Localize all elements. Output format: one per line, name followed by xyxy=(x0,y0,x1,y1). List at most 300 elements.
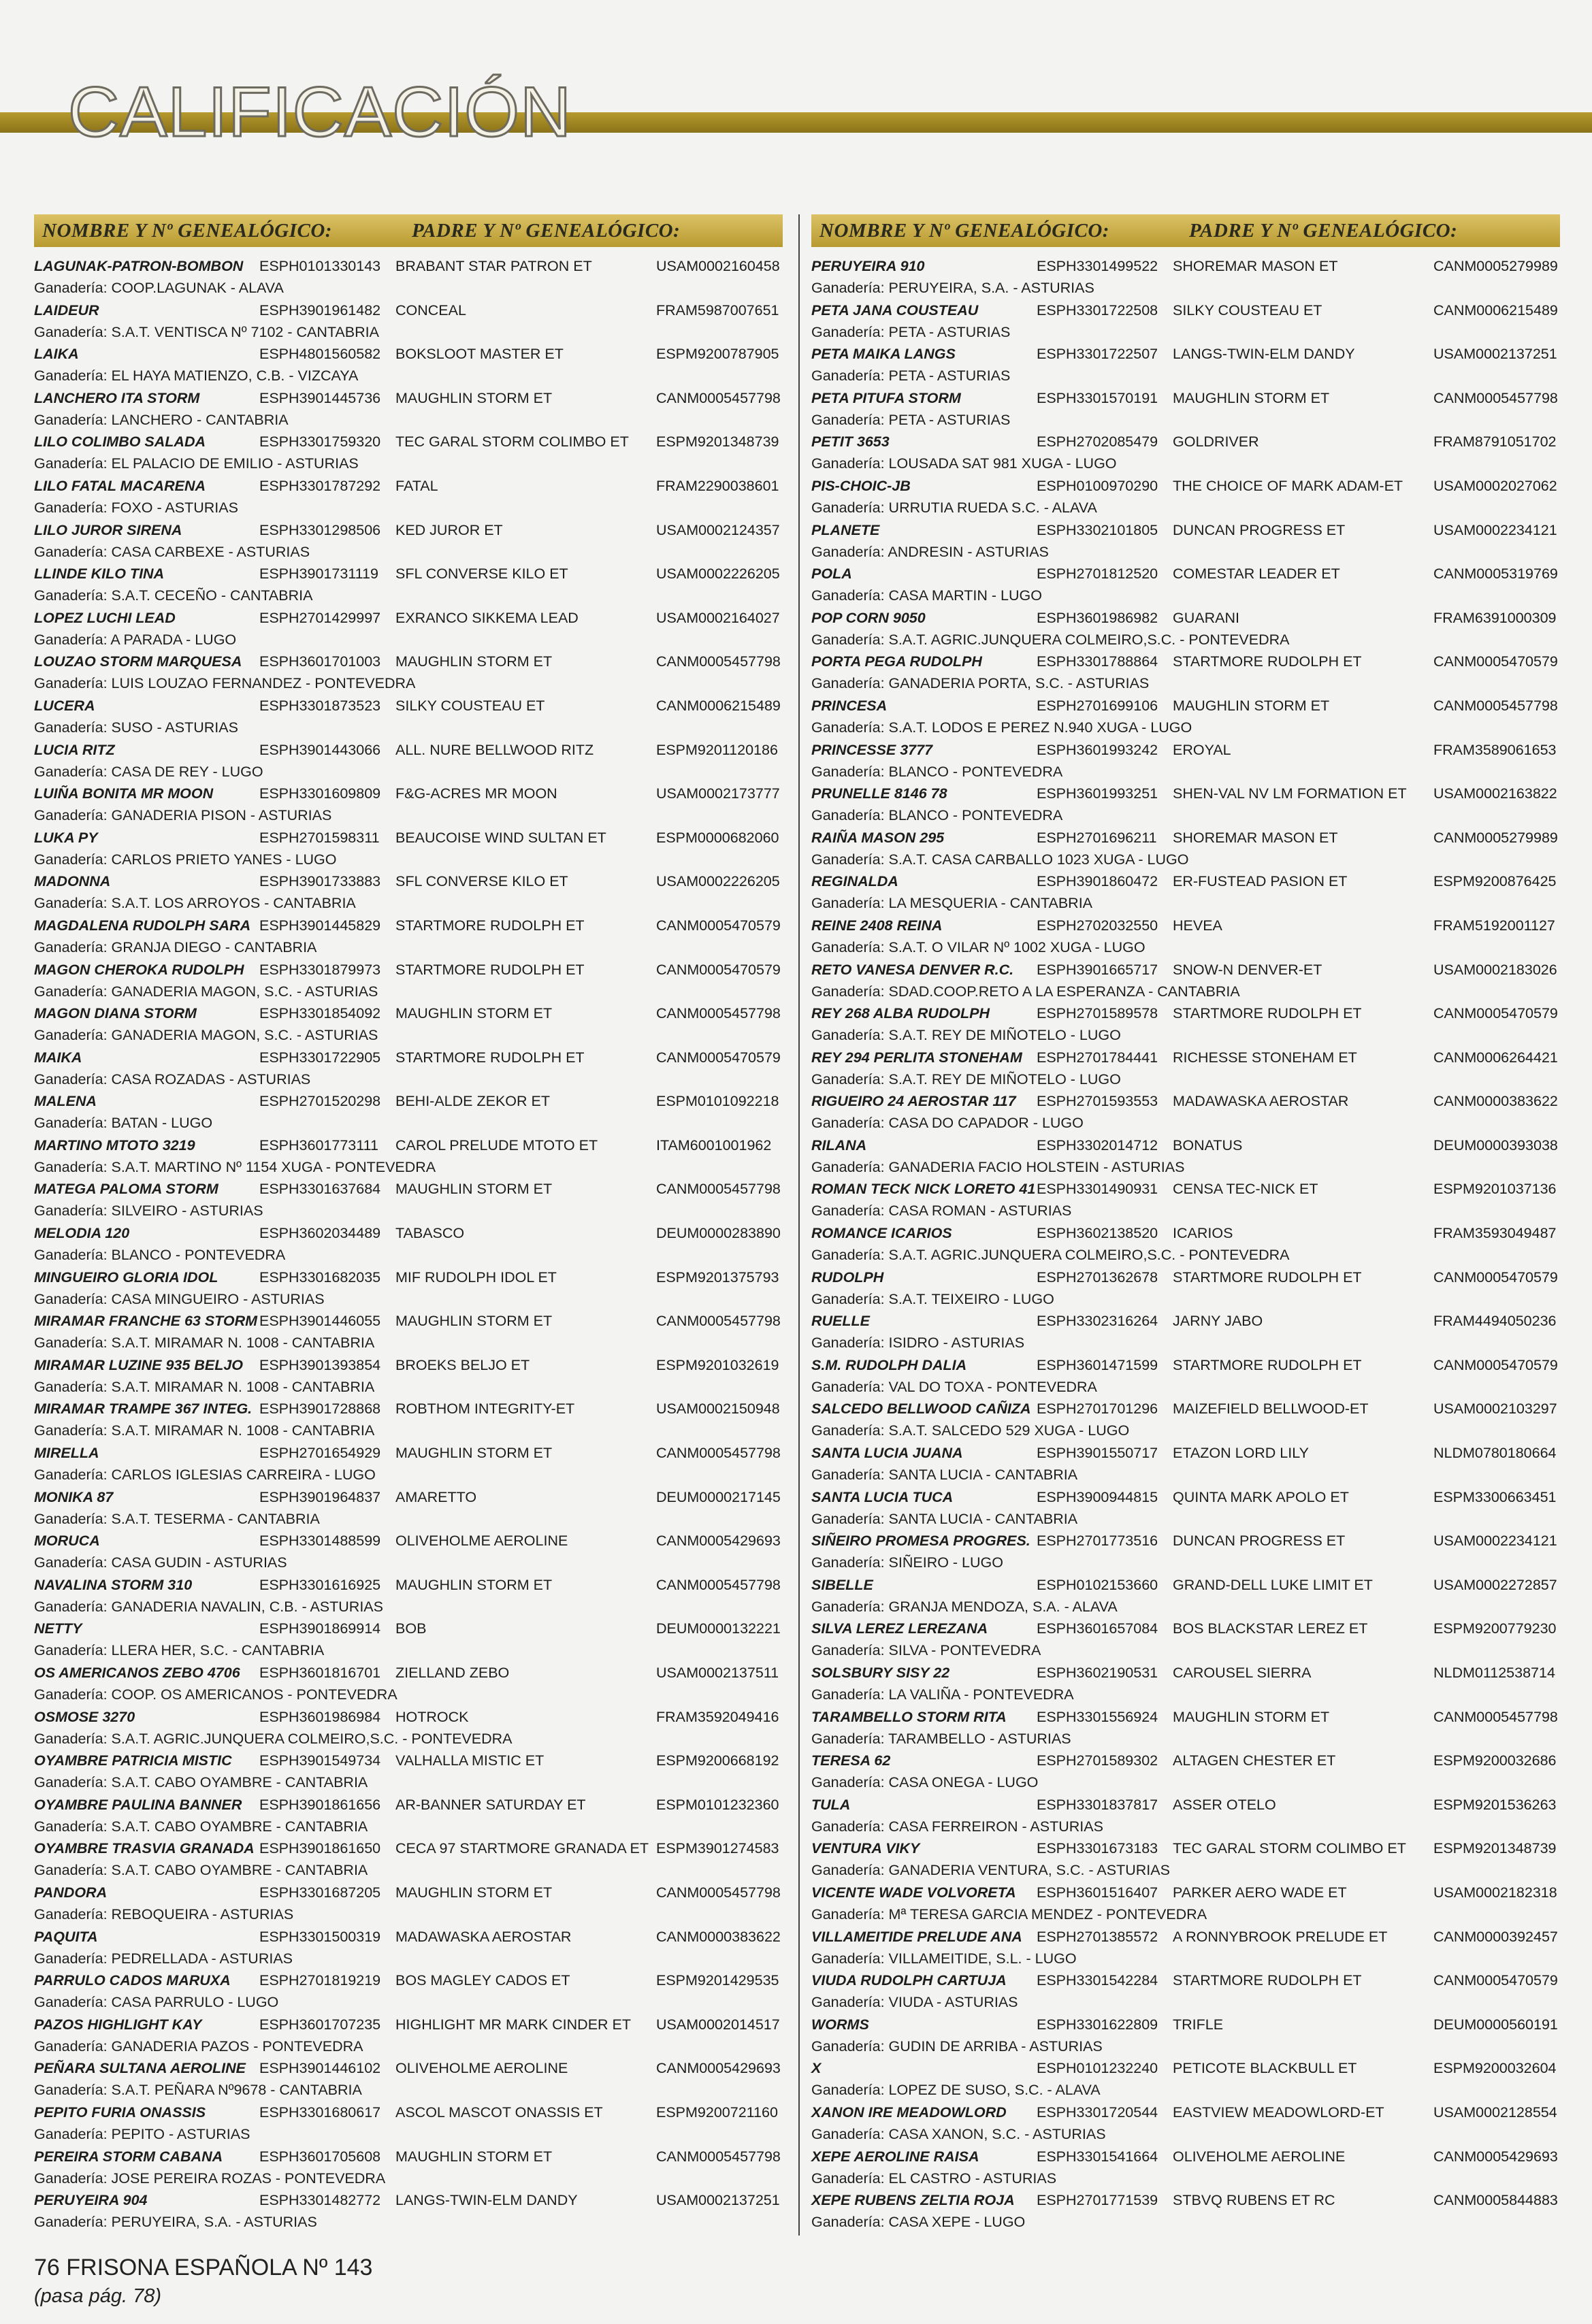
farm-line: Ganadería: S.A.T. CECEÑO - CANTABRIA xyxy=(34,587,313,604)
animal-entry xyxy=(811,1047,1560,1091)
entry-main-line xyxy=(811,387,1560,409)
entry-main-line xyxy=(811,299,1560,321)
animal-reg-number: ESPH3901445829 xyxy=(259,917,381,934)
animal-name: RAIÑA MASON 295 xyxy=(811,829,945,846)
animal-entry xyxy=(811,695,1560,739)
entry-main-line xyxy=(811,1047,1560,1068)
entry-main-line xyxy=(34,915,783,936)
sire-reg-number: ESPM9201120186 xyxy=(656,741,778,758)
sire-name: STBVQ RUBENS ET RC xyxy=(1173,2192,1335,2209)
entry-main-line xyxy=(34,1574,783,1596)
sire-name: OLIVEHOLME AEROLINE xyxy=(395,2060,568,2077)
animal-entry xyxy=(34,1969,783,2014)
farm-line: Ganadería: GANADERIA MAGON, S.C. - ASTURIAS xyxy=(34,983,378,1000)
animal-entry xyxy=(811,343,1560,387)
sire-name: BEAUCOISE WIND SULTAN ET xyxy=(395,829,606,846)
sire-reg-number: ESPM3300663451 xyxy=(1433,1488,1557,1505)
animal-entry xyxy=(34,343,783,387)
farm-line: Ganadería: JOSE PEREIRA ROZAS - PONTEVEDRA xyxy=(34,2170,386,2187)
farm-line: Ganadería: GANADERIA MAGON, S.C. - ASTURIAS xyxy=(34,1027,378,1044)
farm-line: Ganadería: PETA - ASTURIAS xyxy=(811,367,1011,384)
animal-name: PLANETE xyxy=(811,521,880,538)
animal-reg-number: ESPH3301490931 xyxy=(1037,1181,1158,1198)
entry-main-line xyxy=(811,1574,1560,1596)
animal-entry xyxy=(34,563,783,607)
animal-reg-number: ESPH3301682035 xyxy=(259,1269,381,1286)
animal-reg-number: ESPH3900944815 xyxy=(1037,1488,1158,1505)
entry-main-line xyxy=(811,1750,1560,1771)
sire-name: DUNCAN PROGRESS ET xyxy=(1173,521,1346,538)
animal-entry xyxy=(811,1398,1560,1442)
sire-reg-number: ESPM9201348739 xyxy=(1433,1840,1557,1857)
page-footer: 76 FRISONA ESPAÑOLA Nº 143 xyxy=(34,2255,373,2280)
animal-entry xyxy=(34,2057,783,2101)
sire-name: TEC GARAL STORM COLIMBO ET xyxy=(395,433,629,451)
animal-entry xyxy=(811,1530,1560,1574)
entry-main-line xyxy=(34,475,783,497)
sire-reg-number: USAM0002014517 xyxy=(656,2016,780,2033)
sire-reg-number: CANM0005279989 xyxy=(1433,258,1558,274)
animal-name: POP CORN 9050 xyxy=(811,609,926,626)
animal-entry xyxy=(811,431,1560,475)
farm-line: Ganadería: PERUYEIRA, S.A. - ASTURIAS xyxy=(34,2214,317,2231)
sire-name: BOKSLOOT MASTER ET xyxy=(395,346,564,363)
animal-name: RUDOLPH xyxy=(811,1269,884,1286)
animal-name: OYAMBRE TRASVIA GRANADA xyxy=(34,1840,255,1857)
animal-name: MIRAMAR LUZINE 935 BELJO xyxy=(34,1356,244,1373)
farm-line: Ganadería: TARAMBELLO - ASTURIAS xyxy=(811,1730,1071,1747)
sire-reg-number: CANM0005457798 xyxy=(656,1313,781,1330)
left-column xyxy=(34,214,783,2233)
sire-name: ZIELLAND ZEBO xyxy=(395,1665,510,1681)
entry-main-line xyxy=(811,1706,1560,1728)
entry-main-line xyxy=(811,343,1560,365)
animal-reg-number: ESPH4801560582 xyxy=(259,346,381,363)
sire-name: SHOREMAR MASON ET xyxy=(1173,829,1338,846)
animal-name: WORMS xyxy=(811,2016,869,2033)
animal-reg-number: ESPH3301482772 xyxy=(259,2192,381,2209)
sire-reg-number: CANM0005470579 xyxy=(1433,1356,1558,1373)
animal-entry xyxy=(811,1222,1560,1266)
sire-reg-number: USAM0002137511 xyxy=(656,1665,779,1681)
animal-name: VENTURA VIKY xyxy=(811,1840,920,1857)
animal-entry xyxy=(811,1442,1560,1486)
animal-reg-number: ESPH3301879973 xyxy=(259,961,381,978)
sire-reg-number: USAM0002173777 xyxy=(656,785,780,802)
column-header xyxy=(34,214,783,247)
entry-main-line xyxy=(811,1794,1560,1816)
animal-entry xyxy=(811,1574,1560,1618)
sire-name: ALL. NURE BELLWOOD RITZ xyxy=(395,741,594,758)
animal-entry xyxy=(34,1750,783,1794)
animal-reg-number: ESPH3301542284 xyxy=(1037,1972,1158,1989)
farm-line: Ganadería: ANDRESIN - ASTURIAS xyxy=(811,543,1049,560)
animal-reg-number: ESPH2702032550 xyxy=(1037,917,1158,934)
sire-name: EXRANCO SIKKEMA LEAD xyxy=(395,609,579,626)
animal-reg-number: ESPH2701701296 xyxy=(1037,1401,1158,1418)
sire-name: STARTMORE RUDOLPH ET xyxy=(395,1049,585,1066)
sire-name: CONCEAL xyxy=(395,301,466,318)
farm-line: Ganadería: LLERA HER, S.C. - CANTABRIA xyxy=(34,1642,325,1659)
farm-line: Ganadería: S.A.T. SALCEDO 529 XUGA - LUGO xyxy=(811,1422,1130,1439)
animal-name: PETIT 3653 xyxy=(811,433,890,451)
animal-reg-number: ESPH3301787292 xyxy=(259,477,381,494)
entry-main-line xyxy=(811,1310,1560,1332)
farm-line: Ganadería: S.A.T. AGRIC.JUNQUERA COLMEIRO,S.C. - PONTEVEDRA xyxy=(811,631,1290,648)
sire-header: PADRE Y Nº GENEALÓGICO: xyxy=(1189,220,1458,242)
animal-name: MAGON DIANA STORM xyxy=(34,1005,197,1022)
animal-entry xyxy=(811,1794,1560,1838)
animal-name: PERUYEIRA 904 xyxy=(34,2192,148,2209)
animal-reg-number: ESPH3601773111 xyxy=(259,1136,378,1153)
sire-name: MAUGHLIN STORM ET xyxy=(395,1576,553,1593)
farm-line: Ganadería: CASA CARBEXE - ASTURIAS xyxy=(34,543,310,560)
animal-entry xyxy=(811,1706,1560,1750)
animal-entry xyxy=(34,1574,783,1618)
entry-main-line xyxy=(811,431,1560,453)
entry-main-line xyxy=(34,1837,783,1859)
animal-entry xyxy=(34,1134,783,1179)
animal-entry xyxy=(811,1090,1560,1134)
animal-name: RILANA xyxy=(811,1136,867,1153)
animal-name: MONIKA 87 xyxy=(34,1488,114,1505)
sire-reg-number: DEUM0000283890 xyxy=(656,1225,781,1242)
animal-reg-number: ESPH3301609809 xyxy=(259,785,381,802)
animal-entry xyxy=(811,2014,1560,2058)
animal-name: LILO COLIMBO SALADA xyxy=(34,433,206,451)
animal-reg-number: ESPH3901861650 xyxy=(259,1840,381,1857)
sire-name: MAUGHLIN STORM ET xyxy=(1173,1708,1330,1725)
sire-reg-number: DEUM0000217145 xyxy=(656,1488,781,1505)
animal-reg-number: ESPH3601986984 xyxy=(259,1708,381,1725)
animal-name: MARTINO MTOTO 3219 xyxy=(34,1136,195,1153)
sire-reg-number: ITAM6001001962 xyxy=(656,1136,772,1153)
sire-name: QUINTA MARK APOLO ET xyxy=(1173,1488,1349,1505)
sire-reg-number: USAM0002234121 xyxy=(1433,1533,1557,1550)
entry-main-line xyxy=(811,1837,1560,1859)
animal-entry xyxy=(811,1618,1560,1662)
sire-name: MIF RUDOLPH IDOL ET xyxy=(395,1269,557,1286)
animal-entry xyxy=(34,607,783,651)
entry-main-line xyxy=(34,607,783,629)
animal-entry xyxy=(34,1882,783,1926)
sire-name: BOS BLACKSTAR LEREZ ET xyxy=(1173,1620,1368,1637)
animal-entry xyxy=(34,1618,783,1662)
animal-name: MALENA xyxy=(34,1093,97,1110)
animal-reg-number: ESPH2701429997 xyxy=(259,609,381,626)
animal-entry xyxy=(811,1134,1560,1179)
animal-name: LILO JUROR SIRENA xyxy=(34,521,182,538)
sire-name: STARTMORE RUDOLPH ET xyxy=(1173,1972,1362,1989)
farm-line: Ganadería: SANTA LUCIA - CANTABRIA xyxy=(811,1510,1078,1527)
entry-main-line xyxy=(811,1002,1560,1024)
sire-reg-number: NLDM0780180664 xyxy=(1433,1445,1557,1462)
entry-main-line xyxy=(34,1310,783,1332)
animal-entry xyxy=(811,1354,1560,1398)
animal-reg-number: ESPH3301722507 xyxy=(1037,346,1158,363)
entry-main-line xyxy=(811,2057,1560,2079)
sire-reg-number: ESPM0101232360 xyxy=(656,1796,779,1813)
animal-reg-number: ESPH3301680617 xyxy=(259,2104,381,2121)
sire-reg-number: ESPM9200668192 xyxy=(656,1752,779,1769)
animal-entry xyxy=(34,2189,783,2233)
animal-entry xyxy=(811,1178,1560,1222)
sire-name: AMARETTO xyxy=(395,1488,477,1505)
animal-reg-number: ESPH2701362678 xyxy=(1037,1269,1158,1286)
sire-reg-number: CANM0005457798 xyxy=(656,1445,781,1462)
entry-main-line xyxy=(34,1706,783,1728)
sire-name: SILKY COUSTEAU ET xyxy=(395,697,545,714)
sire-reg-number: ESPM9200787905 xyxy=(656,346,779,363)
animal-entry xyxy=(811,2101,1560,2146)
animal-name: TULA xyxy=(811,1796,851,1813)
animal-reg-number: ESPH3301722905 xyxy=(259,1049,381,1066)
animal-name: LOPEZ LUCHI LEAD xyxy=(34,609,176,626)
sire-reg-number: USAM0002234121 xyxy=(1433,521,1557,538)
animal-entry xyxy=(811,387,1560,431)
sire-name: MAUGHLIN STORM ET xyxy=(395,1181,553,1198)
sire-name: MAUGHLIN STORM ET xyxy=(395,653,553,670)
column-divider xyxy=(798,214,800,2236)
sire-reg-number: USAM0002150948 xyxy=(656,1401,780,1418)
animal-reg-number: ESPH3601816701 xyxy=(259,1665,381,1681)
sire-name: JARNY JABO xyxy=(1173,1313,1263,1330)
animal-reg-number: ESPH3302316264 xyxy=(1037,1313,1158,1330)
animal-entry xyxy=(34,1530,783,1574)
animal-reg-number: ESPH3601705608 xyxy=(259,2148,381,2165)
animal-name: MADONNA xyxy=(34,873,111,890)
animal-name: SALCEDO BELLWOOD CAÑIZA xyxy=(811,1401,1031,1418)
sire-name: TABASCO xyxy=(395,1225,465,1242)
farm-line: Ganadería: VILLAMEITIDE, S.L. - LUGO xyxy=(811,1950,1077,1967)
animal-reg-number: ESPH3901964837 xyxy=(259,1488,381,1505)
animal-name: MIRELLA xyxy=(34,1445,99,1462)
animal-entry xyxy=(811,2057,1560,2101)
animal-name: SOLSBURY SISY 22 xyxy=(811,1665,950,1681)
continues-note: (pasa pág. 78) xyxy=(34,2285,162,2307)
animal-entry xyxy=(34,1002,783,1047)
animal-entry xyxy=(34,519,783,563)
animal-reg-number: ESPH3602190531 xyxy=(1037,1665,1158,1681)
entry-main-line xyxy=(811,1354,1560,1376)
farm-line: Ganadería: S.A.T. MIRAMAR N. 1008 - CANTABRIA xyxy=(34,1378,375,1395)
farm-line: Ganadería: PETA - ASTURIAS xyxy=(811,323,1011,340)
farm-line: Ganadería: A PARADA - LUGO xyxy=(34,631,237,648)
farm-line: Ganadería: VIUDA - ASTURIAS xyxy=(811,1994,1018,2011)
sire-name: GOLDRIVER xyxy=(1173,433,1259,451)
right-column xyxy=(811,214,1560,2233)
sire-reg-number: ESPM9200032686 xyxy=(1433,1752,1557,1769)
farm-line: Ganadería: GANADERIA PAZOS - PONTEVEDRA xyxy=(34,2037,363,2055)
sire-name: SFL CONVERSE KILO ET xyxy=(395,873,568,890)
farm-line: Ganadería: LANCHERO - CANTABRIA xyxy=(34,411,289,428)
farm-line: Ganadería: S.A.T. CABO OYAMBRE - CANTABRIA xyxy=(34,1818,368,1835)
farm-line: Ganadería: COOP. OS AMERICANOS - PONTEVEDRA xyxy=(34,1686,397,1703)
entry-main-line xyxy=(811,1530,1560,1552)
farm-line: Ganadería: GANADERIA NAVALIN, C.B. - ASTURIAS xyxy=(34,1598,383,1615)
farm-line: Ganadería: S.A.T. LODOS E PEREZ N.940 XUGA - LUGO xyxy=(811,719,1192,736)
animal-reg-number: ESPH3901665717 xyxy=(1037,961,1158,978)
sire-name: ROBTHOM INTEGRITY-ET xyxy=(395,1401,575,1418)
entry-main-line xyxy=(34,1530,783,1552)
animal-entry xyxy=(34,1706,783,1750)
sire-reg-number: USAM0002272857 xyxy=(1433,1576,1557,1593)
animal-entry xyxy=(34,651,783,695)
animal-entry xyxy=(811,739,1560,783)
sire-name: HOTROCK xyxy=(395,1708,469,1725)
sire-name: OLIVEHOLME AEROLINE xyxy=(395,1533,568,1550)
farm-line: Ganadería: PETA - ASTURIAS xyxy=(811,411,1011,428)
sire-reg-number: ESPM0000682060 xyxy=(656,829,779,846)
sire-name: RICHESSE STONEHAM ET xyxy=(1173,1049,1357,1066)
animal-reg-number: ESPH2701819219 xyxy=(259,1972,381,1989)
sire-name: MAUGHLIN STORM ET xyxy=(395,1313,553,1330)
animal-name: MAGON CHEROKA RUDOLPH xyxy=(34,961,244,978)
farm-line: Ganadería: Mª TERESA GARCIA MENDEZ - PONTEVEDRA xyxy=(811,1905,1207,1922)
animal-name: PANDORA xyxy=(34,1884,108,1901)
entry-main-line xyxy=(34,1178,783,1200)
animal-name: MIRAMAR TRAMPE 367 INTEG. xyxy=(34,1401,253,1418)
animal-reg-number: ESPH3901393854 xyxy=(259,1356,381,1373)
animal-reg-number: ESPH3301687205 xyxy=(259,1884,381,1901)
farm-line: Ganadería: S.A.T. CABO OYAMBRE - CANTABRIA xyxy=(34,1774,368,1791)
sire-name: BRABANT STAR PATRON ET xyxy=(395,258,592,274)
animal-entry xyxy=(34,2101,783,2146)
sire-name: SFL CONVERSE KILO ET xyxy=(395,566,568,583)
entry-main-line xyxy=(811,959,1560,981)
entry-main-line xyxy=(811,255,1560,277)
animal-name: MIRAMAR FRANCHE 63 STORM xyxy=(34,1313,258,1330)
sire-reg-number: CANM0000383622 xyxy=(656,1928,781,1945)
sire-reg-number: CANM0005470579 xyxy=(1433,1005,1558,1022)
animal-name: MATEGA PALOMA STORM xyxy=(34,1181,218,1198)
animal-reg-number: ESPH2701598311 xyxy=(259,829,380,846)
farm-line: Ganadería: S.A.T. CASA CARBALLO 1023 XUGA - LUGO xyxy=(811,851,1189,868)
farm-line: Ganadería: S.A.T. VENTISCA Nº 7102 - CANTABRIA xyxy=(34,323,379,340)
entry-main-line xyxy=(811,870,1560,892)
farm-line: Ganadería: GANADERIA PISON - ASTURIAS xyxy=(34,807,332,824)
farm-line: Ganadería: CASA MARTIN - LUGO xyxy=(811,587,1042,604)
animal-name: SANTA LUCIA TUCA xyxy=(811,1488,954,1505)
sire-reg-number: ESPM0101092218 xyxy=(656,1093,779,1110)
entry-main-line xyxy=(34,343,783,365)
farm-line: Ganadería: COOP.LAGUNAK - ALAVA xyxy=(34,280,284,296)
animal-entry xyxy=(811,915,1560,959)
animal-entry xyxy=(811,1969,1560,2014)
animal-reg-number: ESPH2701696211 xyxy=(1037,829,1157,846)
sire-reg-number: FRAM5987007651 xyxy=(656,301,779,318)
entry-main-line xyxy=(34,2146,783,2167)
animal-reg-number: ESPH3301622809 xyxy=(1037,2016,1158,2033)
sire-name: MAUGHLIN STORM ET xyxy=(1173,389,1330,406)
animal-reg-number: ESPH2701589302 xyxy=(1037,1752,1158,1769)
farm-line: Ganadería: S.A.T. MIRAMAR N. 1008 - CANTABRIA xyxy=(34,1422,375,1439)
entry-main-line xyxy=(811,2146,1560,2167)
sire-reg-number: ESPM9201536263 xyxy=(1433,1796,1557,1813)
farm-line: Ganadería: BLANCO - PONTEVEDRA xyxy=(811,807,1063,824)
sire-reg-number: ESPM9201429535 xyxy=(656,1972,779,1989)
sire-name: LANGS-TWIN-ELM DANDY xyxy=(1173,346,1355,363)
animal-entry xyxy=(811,607,1560,651)
entry-list xyxy=(34,255,783,2233)
sire-name: STARTMORE RUDOLPH ET xyxy=(395,917,585,934)
animal-name: PARRULO CADOS MARUXA xyxy=(34,1972,231,1989)
animal-entry xyxy=(34,1354,783,1398)
animal-reg-number: ESPH2701593553 xyxy=(1037,1093,1158,1110)
animal-name: PEPITO FURIA ONASSIS xyxy=(34,2104,206,2121)
sire-name: STARTMORE RUDOLPH ET xyxy=(1173,1356,1362,1373)
entry-main-line xyxy=(34,1750,783,1771)
sire-name: HEVEA xyxy=(1173,917,1222,934)
entry-main-line xyxy=(34,2014,783,2035)
animal-reg-number: ESPH3901861656 xyxy=(259,1796,381,1813)
animal-entry xyxy=(811,1002,1560,1047)
animal-reg-number: ESPH3901869914 xyxy=(259,1620,381,1637)
entry-main-line xyxy=(34,959,783,981)
sire-name: THE CHOICE OF MARK ADAM-ET xyxy=(1173,477,1403,494)
sire-reg-number: DEUM0000560191 xyxy=(1433,2016,1558,2033)
animal-name: SIBELLE xyxy=(811,1576,873,1593)
entry-main-line xyxy=(34,519,783,541)
animal-entry xyxy=(34,255,783,299)
farm-line: Ganadería: SILVEIRO - ASTURIAS xyxy=(34,1202,263,1220)
sire-reg-number: FRAM3593049487 xyxy=(1433,1225,1557,1242)
sire-name: ALTAGEN CHESTER ET xyxy=(1173,1752,1336,1769)
animal-name: PETA MAIKA LANGS xyxy=(811,346,956,363)
animal-name: REINE 2408 REINA xyxy=(811,917,943,934)
sire-name: STARTMORE RUDOLPH ET xyxy=(395,961,585,978)
animal-reg-number: ESPH3301570191 xyxy=(1037,389,1158,406)
animal-entry xyxy=(811,783,1560,827)
sire-name: DUNCAN PROGRESS ET xyxy=(1173,1533,1346,1550)
animal-name: S.M. RUDOLPH DALIA xyxy=(811,1356,967,1373)
entry-main-line xyxy=(34,1442,783,1464)
sire-reg-number: DEUM0000132221 xyxy=(656,1620,781,1637)
entry-main-line xyxy=(811,2101,1560,2123)
entry-main-line xyxy=(34,695,783,717)
sire-reg-number: USAM0002124357 xyxy=(656,521,780,538)
sire-reg-number: USAM0002226205 xyxy=(656,566,780,583)
sire-name: PETICOTE BLACKBULL ET xyxy=(1173,2060,1357,2077)
sire-name: BOB xyxy=(395,1620,427,1637)
sire-name: MAIZEFIELD BELLWOOD-ET xyxy=(1173,1401,1369,1418)
animal-reg-number: ESPH2701385572 xyxy=(1037,1928,1158,1945)
animal-entry xyxy=(34,299,783,344)
animal-name: NAVALINA STORM 310 xyxy=(34,1576,193,1593)
farm-line: Ganadería: CASA FERREIRON - ASTURIAS xyxy=(811,1818,1103,1835)
entry-main-line xyxy=(811,1486,1560,1508)
sire-name: TRIFLE xyxy=(1173,2016,1224,2033)
entry-main-line xyxy=(811,1222,1560,1244)
animal-name: ROMANCE ICARIOS xyxy=(811,1225,952,1242)
entry-main-line xyxy=(811,1926,1560,1948)
entry-main-line xyxy=(34,1662,783,1684)
sire-name: CENSA TEC-NICK ET xyxy=(1173,1181,1318,1198)
sire-name: MAUGHLIN STORM ET xyxy=(395,1005,553,1022)
animal-reg-number: ESPH3601657084 xyxy=(1037,1620,1158,1637)
animal-entry xyxy=(34,387,783,431)
entry-main-line xyxy=(34,299,783,321)
entry-main-line xyxy=(811,1178,1560,1200)
animal-reg-number: ESPH2701771539 xyxy=(1037,2192,1158,2209)
farm-line: Ganadería: CASA MINGUEIRO - ASTURIAS xyxy=(34,1290,325,1307)
sire-name: GRAND-DELL LUKE LIMIT ET xyxy=(1173,1576,1373,1593)
farm-line: Ganadería: GANADERIA PORTA, S.C. - ASTURIAS xyxy=(811,675,1150,692)
farm-line: Ganadería: S.A.T. O VILAR Nº 1002 XUGA - LUGO xyxy=(811,938,1146,955)
sire-name: BOS MAGLEY CADOS ET xyxy=(395,1972,570,1989)
animal-name: PIS-CHOIC-JB xyxy=(811,477,911,494)
animal-entry xyxy=(34,695,783,739)
